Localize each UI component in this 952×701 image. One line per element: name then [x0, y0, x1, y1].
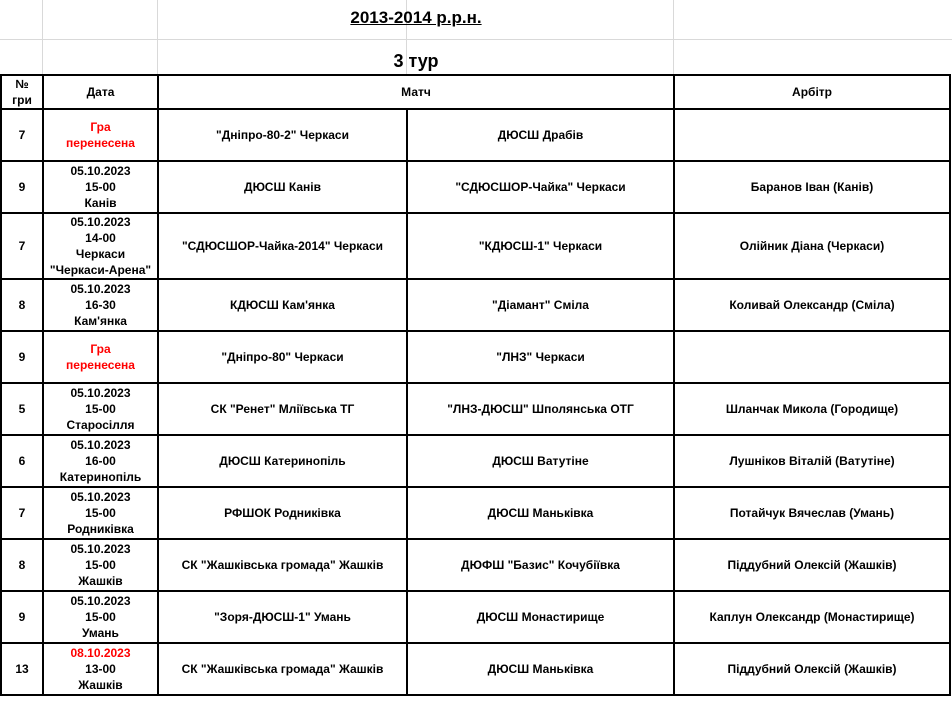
date-line: 15-00: [85, 180, 116, 194]
table-row: [1, 539, 950, 591]
date-line: перенесена: [66, 358, 135, 372]
date-line: Кам'янка: [74, 314, 127, 328]
away-team: ДЮСШ Драбів: [407, 109, 674, 161]
table-row: [1, 487, 950, 539]
referee: [674, 331, 950, 383]
header-num: № гри: [1, 75, 43, 109]
date-line: 15-00: [85, 558, 116, 572]
referee: Піддубний Олексій (Жашків): [674, 643, 950, 695]
date-line: 08.10.2023: [70, 646, 131, 660]
table-row: [1, 383, 950, 435]
game-date: [43, 331, 158, 383]
home-team: КДЮСШ Кам'янка: [158, 279, 407, 331]
away-team: ДЮСШ Ватутіне: [407, 435, 674, 487]
game-number: 7: [1, 487, 43, 539]
game-date: [43, 435, 158, 487]
date-line: перенесена: [66, 136, 135, 150]
game-number: 5: [1, 383, 43, 435]
away-team: "Діамант" Сміла: [407, 279, 674, 331]
game-date: [43, 161, 158, 213]
date-line: 16-00: [85, 454, 116, 468]
game-number: 13: [1, 643, 43, 695]
game-number: 9: [1, 161, 43, 213]
date-line: Катеринопіль: [59, 470, 142, 484]
home-team: РФШОК Родниківка: [158, 487, 407, 539]
date-line: 13-00: [85, 662, 116, 676]
date-line: 15-00: [85, 610, 116, 624]
round-title: 3 тур: [393, 51, 439, 71]
game-number: 7: [1, 109, 43, 161]
game-date: [43, 279, 158, 331]
date-line: 05.10.2023: [70, 594, 131, 608]
date-line: 05.10.2023: [70, 215, 131, 229]
schedule-table: [0, 74, 951, 696]
date-line: 05.10.2023: [70, 386, 131, 400]
date-line: 15-00: [85, 506, 116, 520]
date-line: 05.10.2023: [70, 282, 131, 296]
header-referee: Арбітр: [674, 75, 950, 109]
home-team: ДЮСШ Катеринопіль: [158, 435, 407, 487]
referee: Піддубний Олексій (Жашків): [674, 539, 950, 591]
game-number: 9: [1, 591, 43, 643]
game-date: [43, 591, 158, 643]
date-line: Жашків: [78, 574, 123, 588]
away-team: ДЮСШ Маньківка: [407, 643, 674, 695]
date-line: Старосілля: [66, 418, 135, 432]
referee: Коливай Олександр (Сміла): [674, 279, 950, 331]
table-row: [1, 213, 950, 279]
home-team: СК "Жашківська громада" Жашків: [158, 539, 407, 591]
table-row: [1, 435, 950, 487]
date-line: 05.10.2023: [70, 490, 131, 504]
date-line: 05.10.2023: [70, 438, 131, 452]
table-row: [1, 591, 950, 643]
away-team: "КДЮСШ-1" Черкаси: [407, 213, 674, 279]
header-row: [1, 75, 950, 109]
table-row: [1, 643, 950, 695]
date-line: "Черкаси-Арена": [49, 263, 152, 277]
referee: Лушніков Віталій (Ватутіне): [674, 435, 950, 487]
date-line: 05.10.2023: [70, 542, 131, 556]
date-line: Канів: [84, 196, 117, 210]
date-line: Гра: [90, 342, 111, 356]
away-team: "ЛНЗ-ДЮСШ" Шполянська ОТГ: [407, 383, 674, 435]
away-team: "СДЮСШОР-Чайка" Черкаси: [407, 161, 674, 213]
date-line: Жашків: [78, 678, 123, 692]
home-team: "Зоря-ДЮСШ-1" Умань: [158, 591, 407, 643]
game-number: 9: [1, 331, 43, 383]
home-team: СК "Ренет" Мліївська ТГ: [158, 383, 407, 435]
game-date: [43, 539, 158, 591]
date-line: 14-00: [85, 231, 116, 245]
referee: Каплун Олександр (Монастирище): [674, 591, 950, 643]
game-date: [43, 213, 158, 279]
referee: Потайчук Вячеслав (Умань): [674, 487, 950, 539]
gridline: [0, 39, 952, 40]
home-team: "Дніпро-80" Черкаси: [158, 331, 407, 383]
home-team: "СДЮСШОР-Чайка-2014" Черкаси: [158, 213, 407, 279]
referee: [674, 109, 950, 161]
sheet-title: 2013-2014 р.р.н.: [350, 8, 482, 27]
away-team: "ЛНЗ" Черкаси: [407, 331, 674, 383]
referee: Шланчак Микола (Городище): [674, 383, 950, 435]
referee: Баранов Іван (Канів): [674, 161, 950, 213]
referee: Олійник Діана (Черкаси): [674, 213, 950, 279]
game-date: [43, 383, 158, 435]
home-team: ДЮСШ Канів: [158, 161, 407, 213]
game-date: [43, 487, 158, 539]
table-row: [1, 161, 950, 213]
header-date: Дата: [43, 75, 158, 109]
date-line: Умань: [82, 626, 119, 640]
gridline: [42, 0, 43, 74]
date-line: 05.10.2023: [70, 164, 131, 178]
game-number: 8: [1, 279, 43, 331]
table-row: [1, 279, 950, 331]
away-team: ДЮФШ "Базис" Кочубіївка: [407, 539, 674, 591]
date-line: Черкаси: [75, 247, 126, 261]
away-team: ДЮСШ Маньківка: [407, 487, 674, 539]
home-team: СК "Жашківська громада" Жашків: [158, 643, 407, 695]
game-number: 7: [1, 213, 43, 279]
date-line: Родниківка: [67, 522, 134, 536]
date-line: 15-00: [85, 402, 116, 416]
away-team: ДЮСШ Монастирище: [407, 591, 674, 643]
date-line: Гра: [90, 120, 111, 134]
table-row: [1, 331, 950, 383]
date-line: 16-30: [85, 298, 116, 312]
header-match: Матч: [158, 75, 674, 109]
game-number: 8: [1, 539, 43, 591]
game-number: 6: [1, 435, 43, 487]
game-date: [43, 109, 158, 161]
game-date: [43, 643, 158, 695]
home-team: "Дніпро-80-2" Черкаси: [158, 109, 407, 161]
table-row: [1, 109, 950, 161]
